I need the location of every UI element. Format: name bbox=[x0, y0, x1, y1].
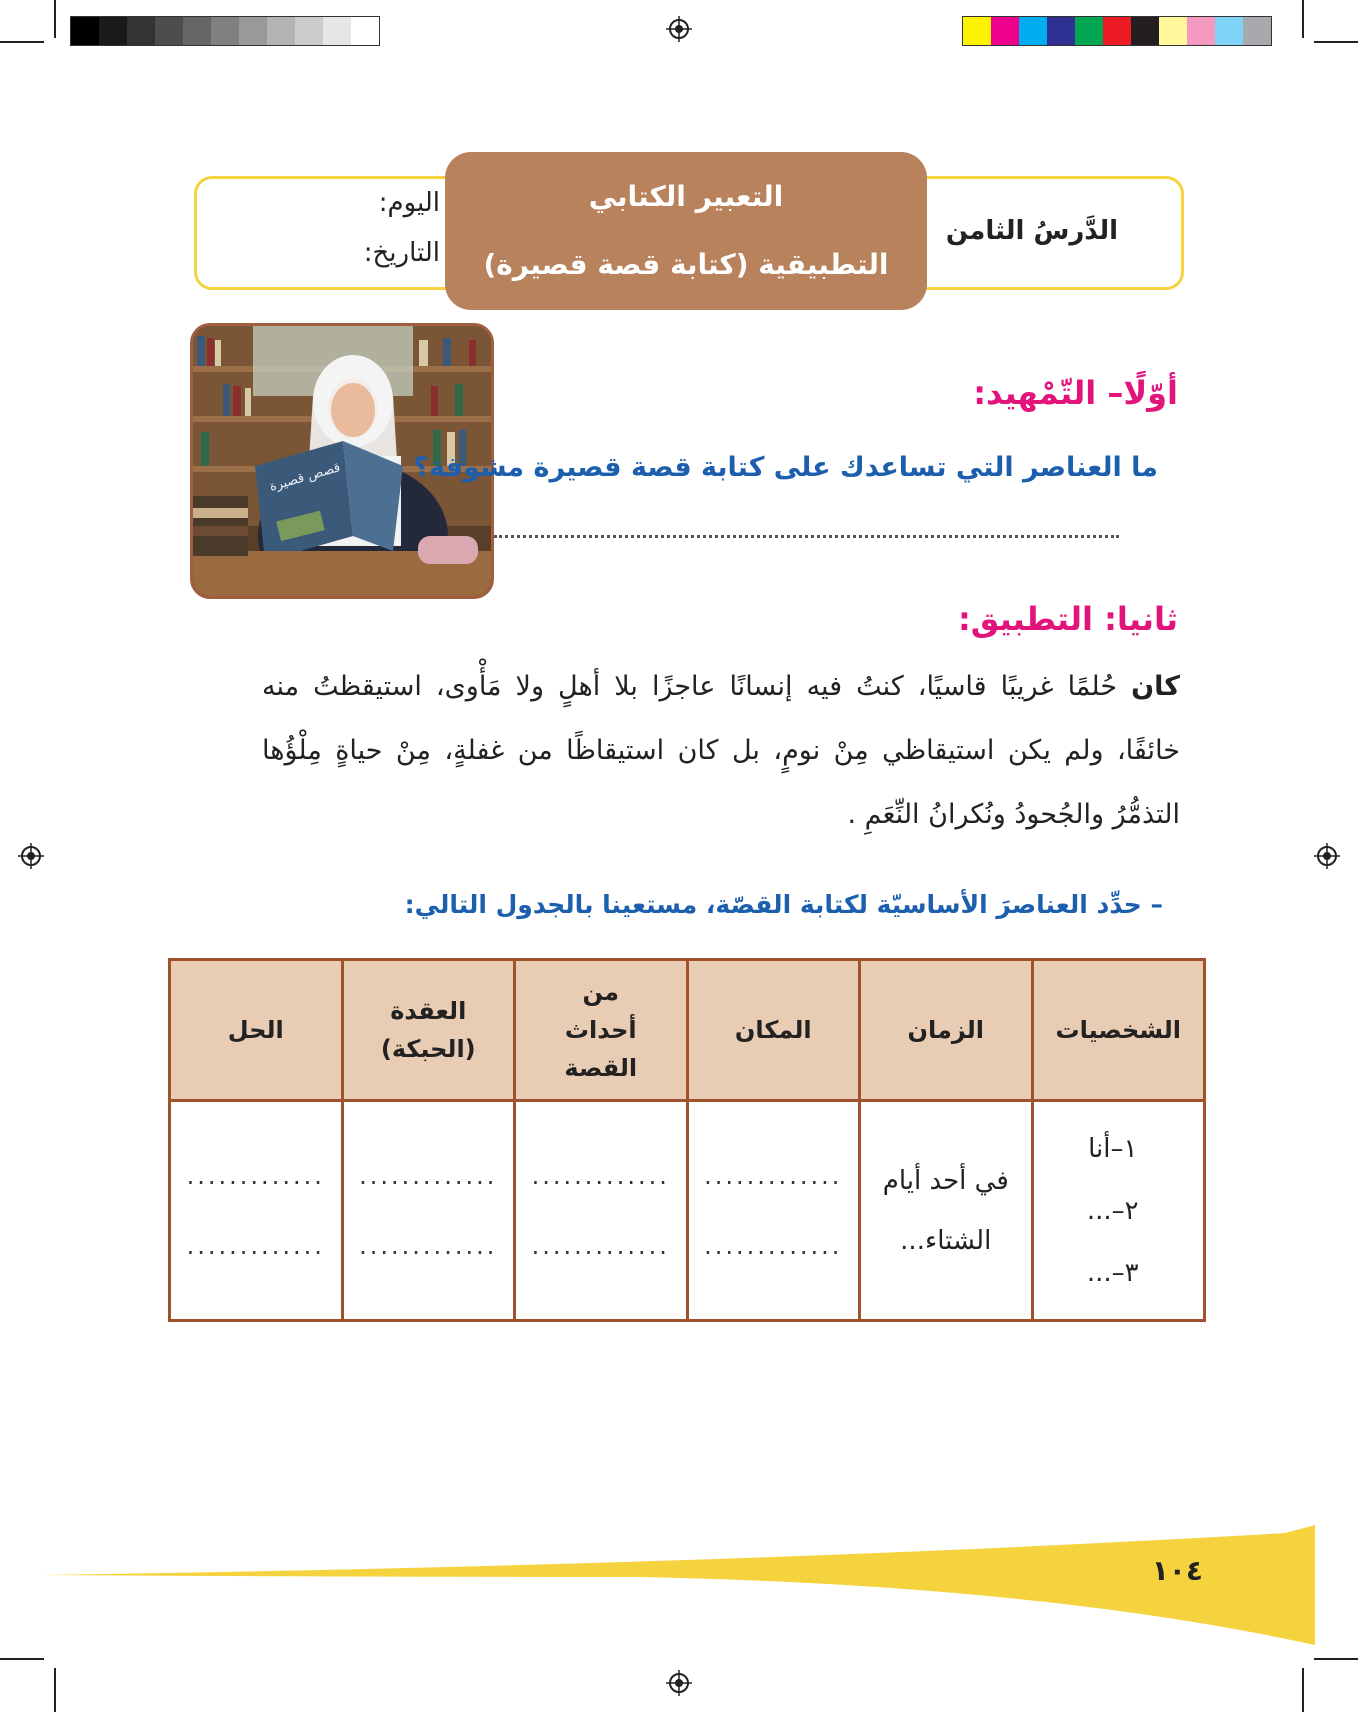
blank-line: ............. bbox=[704, 1161, 843, 1190]
crop-mark bbox=[1302, 1668, 1304, 1712]
place-cell[interactable] bbox=[687, 1101, 860, 1321]
events-cell[interactable] bbox=[515, 1101, 688, 1321]
time-cell[interactable] bbox=[860, 1101, 1033, 1321]
color-swatch bbox=[183, 17, 211, 45]
color-swatch bbox=[239, 17, 267, 45]
registration-mark-icon bbox=[1314, 843, 1340, 869]
crop-mark bbox=[0, 1658, 44, 1660]
section-heading-intro: أوّلًا– التّمْهيد: bbox=[973, 374, 1178, 412]
color-swatch bbox=[295, 17, 323, 45]
table-instruction: – حدِّد العناصرَ الأساسيّة لكتابة القصّة، مستعينا بالجدول التالي: bbox=[404, 890, 1163, 919]
blank-line: ............. bbox=[531, 1231, 670, 1260]
blank-line: ............. bbox=[531, 1161, 670, 1190]
registration-mark-icon bbox=[666, 1670, 692, 1696]
color-swatch bbox=[1103, 17, 1131, 45]
crop-mark bbox=[0, 41, 44, 43]
lesson-title-box bbox=[445, 152, 927, 310]
story-paragraph bbox=[262, 655, 1180, 847]
blank-line: ............. bbox=[186, 1231, 325, 1260]
crop-mark bbox=[54, 0, 56, 38]
lesson-title: التعبير الكتابي bbox=[588, 180, 784, 213]
section-heading-application: ثانيا: التطبيق: bbox=[957, 600, 1178, 638]
color-swatch bbox=[963, 17, 991, 45]
color-swatch bbox=[1131, 17, 1159, 45]
color-swatch bbox=[267, 17, 295, 45]
lesson-subtitle: (كتابة قصة قصيرة) التطبيقية bbox=[483, 248, 889, 281]
time-line: الشتاء... bbox=[900, 1225, 992, 1256]
time-line: في أحد أيام bbox=[882, 1165, 1009, 1196]
plot-cell[interactable] bbox=[342, 1101, 515, 1321]
crop-mark bbox=[1314, 41, 1358, 43]
color-swatch bbox=[99, 17, 127, 45]
lesson-number: الدَّرسُ الثامن bbox=[945, 216, 1118, 246]
blank-line: ............. bbox=[704, 1231, 843, 1260]
crop-mark bbox=[54, 1668, 56, 1712]
page-number: ١٠٤ bbox=[1151, 1554, 1203, 1587]
registration-mark-icon bbox=[666, 16, 692, 42]
character-item: ٣–... bbox=[1086, 1257, 1139, 1288]
characters-cell[interactable] bbox=[1032, 1101, 1205, 1321]
registration-mark-icon bbox=[18, 843, 44, 869]
story-first-word: كان bbox=[1131, 671, 1180, 702]
color-swatch bbox=[1159, 17, 1187, 45]
color-swatch-bar bbox=[962, 16, 1272, 46]
character-item: ١–أنا bbox=[1088, 1133, 1138, 1164]
color-swatch bbox=[127, 17, 155, 45]
date-label: التاريخ: bbox=[363, 238, 440, 268]
story-elements-table bbox=[168, 958, 1206, 1322]
crop-mark bbox=[1314, 1658, 1358, 1660]
color-swatch bbox=[1075, 17, 1103, 45]
crop-mark bbox=[1302, 0, 1304, 38]
color-swatch bbox=[71, 17, 99, 45]
blank-line: ............. bbox=[359, 1161, 498, 1190]
gray-swatch-bar bbox=[70, 16, 380, 46]
header-characters: الشخصيات bbox=[1032, 960, 1205, 1101]
header-events bbox=[515, 960, 688, 1101]
blank-line: ............. bbox=[359, 1231, 498, 1260]
color-swatch bbox=[323, 17, 351, 45]
color-swatch bbox=[1019, 17, 1047, 45]
color-swatch bbox=[1215, 17, 1243, 45]
header-place: المكان bbox=[687, 960, 860, 1101]
header-solution: الحل bbox=[170, 960, 343, 1101]
color-swatch bbox=[1047, 17, 1075, 45]
header-time: الزمان bbox=[860, 960, 1033, 1101]
color-swatch bbox=[351, 17, 379, 45]
intro-question: ما العناصر التي تساعدك على كتابة قصة قصيرة مشوقة؟ bbox=[413, 452, 1158, 483]
color-swatch bbox=[211, 17, 239, 45]
footer-swoosh bbox=[40, 1525, 1320, 1645]
header-plot: العقدة (الحبكة) bbox=[342, 960, 515, 1101]
character-item: ٢–... bbox=[1086, 1195, 1139, 1226]
color-swatch bbox=[1187, 17, 1215, 45]
answer-line[interactable] bbox=[494, 535, 1119, 538]
header-events-label: من أحداث القصة bbox=[564, 978, 638, 1082]
book-cover-title: قصص قصيرة bbox=[267, 460, 343, 495]
story-text: حُلمًا غريبًا قاسيًا، كنتُ فيه إنسانًا عاجزًا بلا أهلٍ ولا مَأْوى، استيقظتُ منه خائفًا، ولم يكن استيقاظي مِنْ نومٍ، بل كان استيقاظًا من غفلةٍ، مِنْ حياةٍ مِلْؤُها التذمُّرُ والجُحودُ ونُكرانُ النِّعَمِ . bbox=[262, 671, 1180, 830]
color-swatch bbox=[991, 17, 1019, 45]
solution-cell[interactable] bbox=[170, 1101, 343, 1321]
day-label: اليوم: bbox=[378, 188, 440, 218]
color-swatch bbox=[155, 17, 183, 45]
color-swatch bbox=[1243, 17, 1271, 45]
blank-line: ............. bbox=[186, 1161, 325, 1190]
